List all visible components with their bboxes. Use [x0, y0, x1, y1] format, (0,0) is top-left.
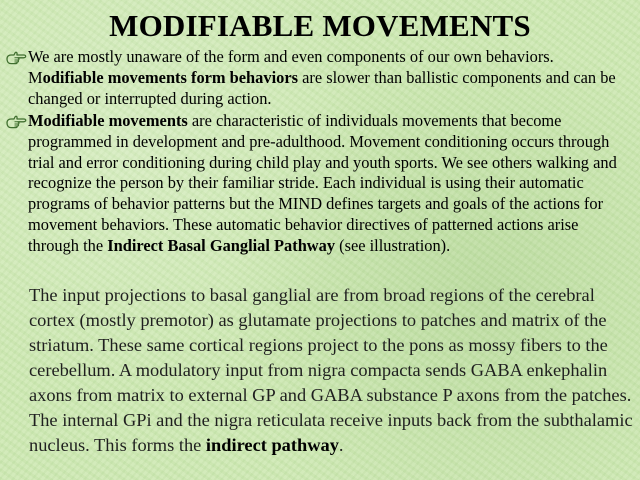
bullet-text-bold: Modifiable movements: [28, 111, 188, 130]
slide-title: MODIFIABLE MOVEMENTS: [109, 8, 531, 43]
hand-pointer-icon: [6, 111, 28, 131]
body-paragraph: [29, 283, 639, 458]
bullet-item: [6, 111, 632, 257]
hand-pointer-icon: [6, 47, 28, 67]
bullet-text-segment: We are mostly unaware of the form and even components of our own behaviors. M: [28, 47, 554, 87]
bullet-text-bold: odifiable movements form behaviors: [42, 67, 298, 87]
bullet-text-segment: are characteristic of individuals movements that become programmed in development and pre-adulthood. Movement conditioning occurs through trial and error conditioning during child play and youth sports. We see others walking and recognize the person by their familiar stride. Each individual is using their automatic programs of behavior patterns but the MIND defines targets and goals of the actions for movement behaviors. These automatic behavior directives of patterned actions arise through the: [28, 111, 617, 255]
bullet-text-bold: Indirect Basal Ganglial Pathway: [107, 235, 336, 255]
paragraph-text-segment: .: [338, 435, 344, 455]
paragraph-text-bold: indirect pathway: [205, 435, 339, 455]
paragraph-text-segment: The input projections to basal ganglial are from broad regions of the cerebral cortex (mostly premotor) as glutamate projections to patches and matrix of the striatum. These same cortical regions project to the pons as mossy fibers to the cerebellum. A modulatory input from nigra compacta sends GABA enkephalin axons from matrix to external GP and GABA substance P axons from the patches. The internal GPi and the nigra reticulata receive inputs back from the subthalamic nucleus. This forms the: [29, 285, 633, 455]
bullet-text: [28, 111, 632, 257]
bullet-text-segment: (see illustration).: [335, 235, 451, 255]
bullet-text: [28, 47, 632, 109]
bullet-item: [6, 47, 632, 109]
bullet-text-segment: are slower than ballistic components and can be changed or interrupted during action.: [28, 67, 616, 108]
